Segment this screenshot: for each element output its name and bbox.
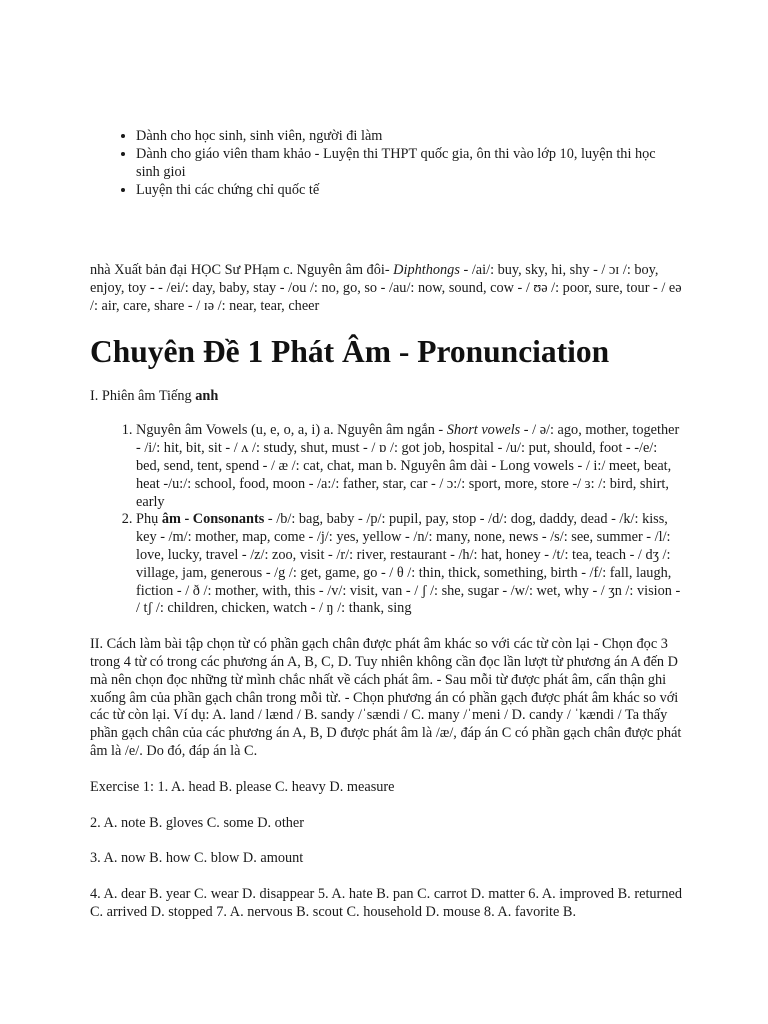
exercise-line: 4. A. dear B. year C. wear D. disappear 5. A. hate B. pan C. carrot D. matter 6. A. improved B. returned C. arrived D. stopped 7. A. nervous B. scout C. household D. mouse 8. A. favorite B. [90,886,682,920]
exercise-line: 2. A. note B. gloves C. some D. other [90,814,305,831]
list-item: • Dành cho học sinh, sinh viên, người đi làm [136,128,682,146]
exercise-line: 3. A. now B. how C. blow D. amount [90,850,304,867]
page-title: Chuyên Đề 1 Phát Âm - Pronunciation [90,333,610,369]
diphthongs-paragraph [90,262,682,315]
audience-list [90,128,682,200]
intro-text-rest: - /ai/: buy, sky, hi, shy - / ɔɪ /: boy, enjoy, toy - - /ei/: day, baby, stay - /ou /: no, go, so - /au/: now, sound, cow - / ʊə /: poor, sure, tour - / eə /: air, care, share - / ɪə /: near, tear, cheer [90,262,682,314]
phonetics-list [90,422,682,618]
short-vowels-term: Short vowels [446,422,521,439]
section-one-heading [90,388,682,406]
consonants-term: âm - Consonants [161,511,265,528]
section-one-text: I. Phiên âm Tiếng [90,387,196,404]
vowels-text-rest: - / ə/: ago, mother, together - /i/: hit, bit, sit - / ʌ /: study, shut, must - / ɒ /: got job, hospital - /u/: put, should, foot - -/e/: bed, send, tent, spend - / æ /: cat, chat, man b. Nguyên âm dài - Long vowels - / i:/ meet, beat, heat -/u:/: school, food, moon - /a:/: father, star, car - / ɔ:/: sport, more, store -/ ɜ: /: bird, shirt, early [136,422,680,510]
vowels-text: Nguyên âm Vowels (u, e, o, a, i) a. Nguyên âm ngắn - [136,422,447,439]
consonants-text-rest: - /b/: bag, baby - /p/: pupil, pay, stop - /d/: dog, daddy, dead - /k/: kiss, key - /m/: mother, map, come - /j/: yes, yellow - /n/: many, none, news - /s/: see, summer - /l/: love, lucky, travel - /z/: zoo, visit - /r/: river, restaurant - /h/: hat, honey - /t/: tea, teach - / dʒ /: village, jam, generous - /g /: get, game, go - / θ /: thin, thick, something, birth - /f/: fall, laugh, fiction - / ð /: mother, with, this - /v/: visit, van - / ʃ /: she, sugar - /w/: wet, why - / ʒn /: vision - / tʃ /: children, chicken, watch - / ŋ /: thank, sing [136,511,681,617]
list-item: • Dành cho giáo viên tham khảo - Luyện thi THPT quốc gia, ôn thi vào lớp 10, luyện thi học sinh gioi [136,146,682,182]
section-one-bold: anh [195,387,219,404]
exercise-line: Exercise 1: 1. A. head B. please C. heavy D. measure [90,778,395,795]
consonants-text: Phụ [136,511,162,528]
list-item: • Luyện thi các chứng chỉ quốc tế [136,182,682,200]
intro-text: nhà Xuất bản đại HỌC Sư PHạm c. Nguyên âm đôi- [90,262,394,279]
document-page [90,128,682,922]
vowels-item [136,422,682,511]
section-two-paragraph: II. Cách làm bài tập chọn từ có phần gạch chân được phát âm khác so với các từ còn lại - Chọn đọc 3 trong 4 từ có trong các phương án A, B, C, D. Tuy nhiên không cần đọc lần lượt từ phương án A đến D mà nên chọn đọc những từ mình chắc nhất về cách phát âm. - Sau mỗi từ được phát âm, cẩn thận ghi xuống âm của phần gạch chân trong mỗi từ. - Chọn phương án có phần gạch được phát âm khác so với các từ còn lại. Ví dụ: A. land / lænd / B. sandy /ˈsændi / C. many /ˈmeni / D. candy / ˈkændi / Ta thấy phần gạch chân của các phương án A, B, D được phát âm là /æ/, đáp án C có phần gạch chân được phát âm là /e/. Do đó, đáp án là C. [90,636,682,759]
consonants-item [136,511,682,618]
diphthongs-term: Diphthongs [393,262,460,279]
